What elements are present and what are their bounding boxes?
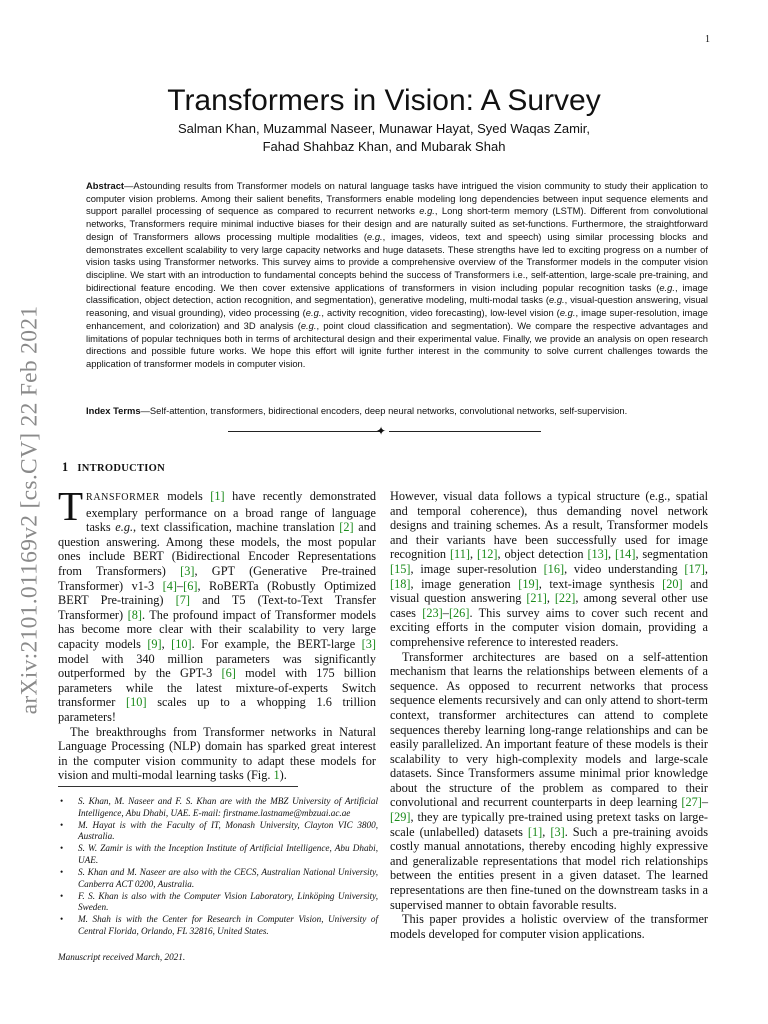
author-list-line-2: Fahad Shahbaz Khan, and Mubarak Shah bbox=[262, 139, 506, 154]
author-list-line-1: Salman Khan, Muzammal Naseer, Munawar Hayat, Syed Waqas Zamir, bbox=[177, 121, 591, 136]
text-run: , bbox=[704, 561, 708, 576]
bullet-icon: • bbox=[60, 819, 64, 830]
index-terms-text: —Self-attention, transformers, bidirectional encoders, deep neural networks, convolutional networks, self-supervision. bbox=[140, 405, 628, 416]
text-run: have recently demonstrated exemplary performance on a broad range of language tasks bbox=[86, 489, 377, 535]
citation-link[interactable]: [20] bbox=[662, 576, 683, 591]
text-run: , images, videos, text and speech) using similar processing blocks and demonstrates excellent scalability to very large capacity networks and huge datasets. These strengths have led to exciting progress on a number of vision tasks using Transformer networks. This survey aims to provide a comprehensive overview of the Transformer models in the computer vision discipline. We start with an introduction to fundamental concepts behind the success of Transformers i.e., self-attention, large-scale pre-training, and bidirectional feature encoding. We then cover extensive applications of transformers in vision including popular recognition tasks ( bbox=[86, 230, 708, 293]
citation-link[interactable]: [9] bbox=[147, 636, 162, 651]
text-run: , bbox=[542, 824, 551, 839]
text-run: . The profound impact of Transformer models has become more clear with their scalability to very large capacity models bbox=[58, 607, 376, 651]
text-run: , text-image synthesis bbox=[538, 576, 663, 591]
citation-link[interactable]: [26] bbox=[448, 605, 470, 620]
citation-link[interactable]: [2] bbox=[339, 520, 354, 535]
footnote-item: • S. Khan, M. Naseer and F. S. Khan are with the MBZ University of Artificial Intelligence, Abu Dhabi, UAE. E-mail: firstname.lastname@mbzuai.ac.ae bbox=[60, 796, 378, 818]
citation-link[interactable]: [8] bbox=[127, 607, 142, 622]
text-run: and question answering. Among these models, the most popular ones include BERT (Bidirectional Encoder Representations from Transformers) bbox=[58, 520, 376, 578]
footnote-item: • S. W. Zamir is with the Inception Institute of Artificial Intelligence, Abu Dhabi, UAE. bbox=[60, 843, 378, 865]
citation-link[interactable]: [1] bbox=[527, 824, 543, 839]
citation-link[interactable]: [10] bbox=[126, 695, 147, 710]
text-run: , they are typically pre-trained using pretext tasks on large-scale (unlabelled) datasets bbox=[390, 810, 708, 839]
intro-column-right bbox=[390, 489, 708, 941]
text-run: Abstract bbox=[86, 180, 125, 191]
text-run: and visual question answering bbox=[390, 576, 708, 606]
text-run: e.g. bbox=[367, 230, 383, 242]
citation-link[interactable]: 1 bbox=[273, 768, 280, 783]
text-run: – bbox=[176, 578, 184, 593]
text-run: RANSFORMER bbox=[86, 492, 160, 503]
citation-link[interactable]: [1] bbox=[210, 489, 225, 503]
footnote-item: • F. S. Khan is also with the Computer Vision Laboratory, Linköping University, Sweden. bbox=[60, 890, 378, 913]
citation-link[interactable]: [6] bbox=[183, 578, 198, 593]
bullet-icon: • bbox=[60, 914, 64, 925]
citation-link[interactable]: [6] bbox=[221, 666, 236, 681]
text-run: , image generation bbox=[410, 576, 519, 591]
footnote-item: • S. Khan and M. Naseer are also with the CECS, Australian National University, Canberra ACT 0200, Australia. bbox=[60, 867, 378, 889]
text-run: The breakthroughs from Transformer networks in Natural Language Processing (NLP) domain has sparked great interest in the computer vision community to adapt these models for vision and multi-modal learning tasks (Fig. bbox=[58, 724, 376, 783]
text-run: – bbox=[442, 605, 449, 620]
text-run: . For example, the BERT-large bbox=[191, 636, 362, 651]
text-run: , Long short-term memory (LSTM). Different from convolutional networks, Transformers require minimal inductive biases for their design and are naturally suited as set-functions. Furthermore, the straightforward design of Transformers allows processing multiple modalities ( bbox=[86, 205, 708, 242]
citation-link[interactable]: [15] bbox=[390, 561, 411, 576]
intro-column-left bbox=[58, 483, 377, 783]
text-run: e.g. bbox=[305, 307, 322, 319]
text-run: e.g. bbox=[419, 205, 435, 217]
divider-line-right bbox=[389, 431, 541, 432]
citation-link[interactable]: [22] bbox=[554, 591, 576, 606]
page-number: 1 bbox=[705, 34, 710, 45]
text-run: model with 340 million parameters was significantly outperformed by the GPT-3 bbox=[58, 651, 376, 681]
citation-link[interactable]: [19] bbox=[518, 576, 539, 591]
divider-ornament-icon: ✦ bbox=[376, 424, 387, 438]
text-run: e.g. bbox=[300, 319, 317, 331]
footnote-rule bbox=[58, 786, 298, 787]
text-run: , video understanding bbox=[564, 561, 685, 576]
arxiv-identifier-stamp bbox=[10, 300, 50, 720]
text-run: —Astounding results from Transformer models on natural language tasks have intrigued the vision community to study their application to computer vision problems. Among their salient benefits, Transformers enable modeling long dependencies between input sequence elements and support parallel processing of sequence as compared to recurrent networks bbox=[86, 180, 708, 217]
text-run: , image super-resolution, image enhancement, and colorization) and 3D analysis ( bbox=[86, 307, 708, 331]
citation-link[interactable]: [14] bbox=[614, 547, 636, 562]
manuscript-note: Manuscript received March, 2021. bbox=[58, 952, 186, 962]
citation-link[interactable]: [7] bbox=[175, 593, 190, 608]
text-run: – bbox=[701, 795, 708, 810]
text-run: e.g. bbox=[549, 294, 565, 306]
text-run: , visual-question answering, visual reasoning, and visual grounding), video processing ( bbox=[86, 294, 708, 319]
text-run: This paper provides a holistic overview of the transformer models developed for computer vision applications. bbox=[390, 912, 708, 941]
text-run: scales up to a whopping 1.6 trillion parameters! bbox=[58, 695, 377, 724]
arxiv-id-text: arXiv:2101.01169v2 [cs.CV] 22 Feb 2021 bbox=[16, 305, 43, 715]
text-run: , text classification, machine translation bbox=[133, 520, 340, 535]
bullet-icon: • bbox=[60, 843, 64, 854]
intro-paragraph bbox=[58, 483, 377, 725]
abstract bbox=[86, 180, 708, 371]
citation-link[interactable]: [4] bbox=[162, 578, 177, 593]
drop-cap: T bbox=[58, 483, 84, 529]
text-run: , point cloud classification and segmentation). We compare the respective advantages and limitations of popular techniques both in terms of architectural design and their experimental value. Finally, we provide an analysis on open research directions and possible future works. We hope this effort will ignite further interest in the community to solve current challenges towards the application of transformer models in computer vision. bbox=[86, 319, 708, 370]
citation-link[interactable]: [27] bbox=[681, 795, 702, 810]
text-run: , image classification, object detection, action recognition, and segmentation), generative modeling, multi-modal tasks ( bbox=[86, 281, 708, 306]
citation-link[interactable]: [13] bbox=[587, 547, 608, 562]
index-terms bbox=[86, 405, 708, 418]
paper-title: Transformers in Vision: A Survey bbox=[167, 84, 601, 118]
intro-paragraph bbox=[390, 912, 708, 941]
bullet-icon: • bbox=[60, 890, 64, 901]
section-title: INTRODUCTION bbox=[77, 463, 166, 474]
text-run: , among several other use cases bbox=[390, 591, 708, 620]
text-run: Transformer architectures are based on a self-attention mechanism that learns the relationships between elements of a sequence. As opposed to recurrent networks that process sequence elements recursively and can only attend to short-term context, transformer architectures can attend to complete sequences thereby learning long-range relationships and can be easily parallelized. An important feature of these models is their scalability to very high-complexity models and large-scale datasets. Since Transformers assume minimal prior knowledge about the structure of the problem as compared to their convolutional and recurrent counterparts in deep learning bbox=[390, 649, 708, 810]
citation-link[interactable]: [18] bbox=[390, 576, 411, 591]
text-run: , object detection bbox=[497, 547, 588, 562]
text-run: e.g. bbox=[659, 281, 675, 293]
intro-paragraph bbox=[390, 650, 708, 913]
text-run: e.g. bbox=[115, 520, 134, 535]
intro-paragraph bbox=[390, 489, 708, 650]
section-heading bbox=[62, 460, 165, 475]
citation-link[interactable]: [23] bbox=[422, 605, 443, 620]
text-run: However, visual data follows a typical structure (e.g., spatial and temporal coherence), thus demanding novel network designs and training schemes. As a result, Transformer models and their variants have been successfully used for image recognition bbox=[390, 489, 708, 562]
citation-link[interactable]: [17] bbox=[684, 561, 705, 576]
text-run: , segmentation bbox=[635, 547, 709, 562]
text-run: , bbox=[469, 547, 477, 562]
citation-link[interactable]: [10] bbox=[171, 636, 192, 651]
text-run: models bbox=[159, 489, 211, 503]
index-terms-label: Index Terms bbox=[86, 405, 141, 416]
divider-line-left bbox=[228, 431, 380, 432]
text-run: . Such a pre-training avoids costly manual annotations, thereby encoding highly expressive and generalizable representations that model rich relationships between the entities present in a given dataset. The learned representations are then fine-tuned on the downstream tasks in a supervised manner to obtain favorable results. bbox=[390, 824, 708, 912]
text-run: , bbox=[161, 636, 172, 651]
intro-paragraph bbox=[58, 725, 376, 783]
text-run: , bbox=[607, 547, 615, 562]
citation-link[interactable]: [11] bbox=[449, 547, 470, 562]
section-number: 1 bbox=[62, 460, 69, 474]
text-run: , GPT (Generative Pre-trained Transformer) v1-3 bbox=[58, 563, 377, 593]
citation-link[interactable]: [3] bbox=[550, 824, 565, 839]
citation-link[interactable]: [3] bbox=[361, 636, 376, 651]
footnote-item: • M. Hayat is with the Faculty of IT, Monash University, Clayton VIC 3800, Australia. bbox=[60, 819, 378, 842]
text-run: , activity recognition, video forecasting), low-level vision ( bbox=[321, 307, 560, 319]
text-run: . This survey aims to cover such recent and exciting efforts in the computer vision domain, providing a comprehensive reference to interested readers. bbox=[390, 605, 708, 649]
text-run: ). bbox=[279, 768, 287, 783]
footnote-item: • M. Shah is with the Center for Research in Computer Vision, University of Central Florida, Orlando, FL 32816, United States. bbox=[60, 914, 378, 937]
citation-link[interactable]: [29] bbox=[390, 810, 411, 825]
citation-link[interactable]: [3] bbox=[180, 563, 195, 578]
bullet-icon: • bbox=[60, 796, 64, 806]
footnotes bbox=[58, 796, 378, 938]
text-run: , image super-resolution bbox=[410, 561, 544, 576]
text-run: , RoBERTa (Robustly Optimized BERT Pre-training) bbox=[58, 578, 376, 608]
text-run: , bbox=[546, 591, 555, 606]
citation-link[interactable]: [21] bbox=[526, 591, 547, 606]
text-run: and T5 (Text-to-Text Transfer Transformer) bbox=[58, 593, 376, 622]
text-run: e.g. bbox=[559, 307, 576, 319]
bullet-icon: • bbox=[60, 867, 64, 878]
citation-link[interactable]: [12] bbox=[476, 547, 498, 562]
citation-link[interactable]: [16] bbox=[543, 561, 565, 576]
text-run: model with 175 billion parameters while the latest mixture-of-experts Switch transformer bbox=[58, 666, 376, 710]
